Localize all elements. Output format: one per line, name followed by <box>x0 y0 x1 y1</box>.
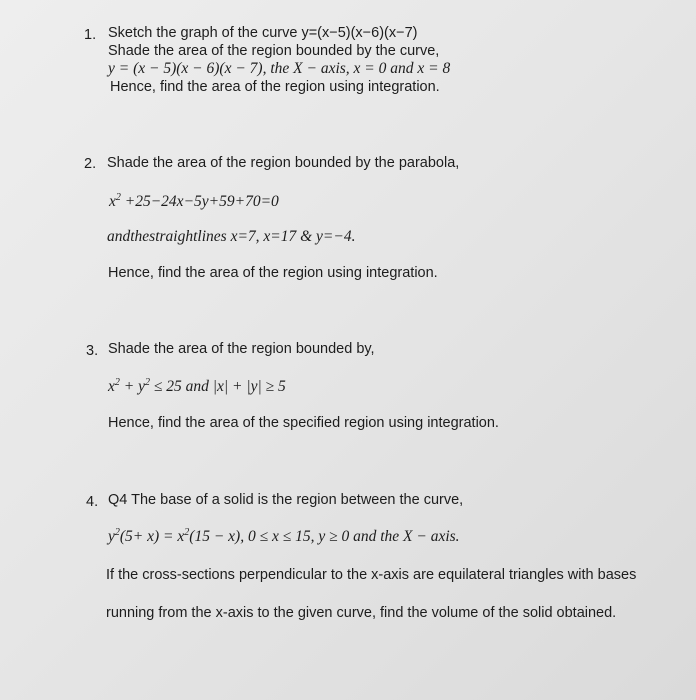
q2-line-4: Hence, find the area of the region using integration. <box>108 265 438 281</box>
q3-eq-rest: ≤ 25 and |x| + |y| ≥ 5 <box>149 378 286 395</box>
q2-number: 2. <box>84 156 97 172</box>
q3-number: 3. <box>86 343 99 359</box>
q3-eq-y: + y <box>119 378 145 395</box>
q1-line-1: Sketch the graph of the curve y=(x−5)(x−6)(x−7) <box>108 25 418 41</box>
q4-line-4: running from the x-axis to the given curve, find the volume of the solid obtained. <box>106 605 617 621</box>
q4-eq-x-exponent: 2 <box>184 527 190 538</box>
q3-eq-x-exponent: 2 <box>114 377 120 388</box>
q2-eq-x: x <box>109 193 116 210</box>
q4-eq-y: y <box>108 528 115 545</box>
q1-number: 1. <box>84 27 97 43</box>
q2-eq-rest: +25−24x−5y+59+70=0 <box>120 193 279 210</box>
q4-curve-equation <box>108 528 460 546</box>
q4-line-3: If the cross-sections perpendicular to the x-axis are equilateral triangles with bases <box>106 567 637 583</box>
q1-line-2: Shade the area of the region bounded by the curve, <box>108 43 440 59</box>
q2-parabola-equation <box>109 193 279 211</box>
q4-eq-rest: (15 − x), 0 ≤ x ≤ 15, y ≥ 0 and the X − axis. <box>189 528 460 545</box>
q1-equation: y = (x − 5)(x − 6)(x − 7), the X − axis, x = 0 and x = 8 <box>108 60 451 77</box>
q2-line-1: Shade the area of the region bounded by the parabola, <box>107 155 460 171</box>
q1-line-4: Hence, find the area of the region using integration. <box>110 79 440 95</box>
q2-straight-lines: andthestraightlines x=7, x=17 & y=−4. <box>107 228 356 245</box>
q4-eq-y-exponent: 2 <box>114 527 120 538</box>
q2-eq-exponent: 2 <box>115 192 121 203</box>
q4-line-1: Q4 The base of a solid is the region between the curve, <box>108 492 464 508</box>
q3-line-3: Hence, find the area of the specified region using integration. <box>108 415 499 431</box>
q3-line-1: Shade the area of the region bounded by, <box>108 341 375 357</box>
q3-eq-y-exponent: 2 <box>144 377 150 388</box>
q3-eq-x: x <box>108 378 115 395</box>
q4-eq-mid: (5+ x) = x <box>119 528 185 545</box>
q4-number: 4. <box>86 494 99 510</box>
q3-inequality <box>108 378 286 396</box>
